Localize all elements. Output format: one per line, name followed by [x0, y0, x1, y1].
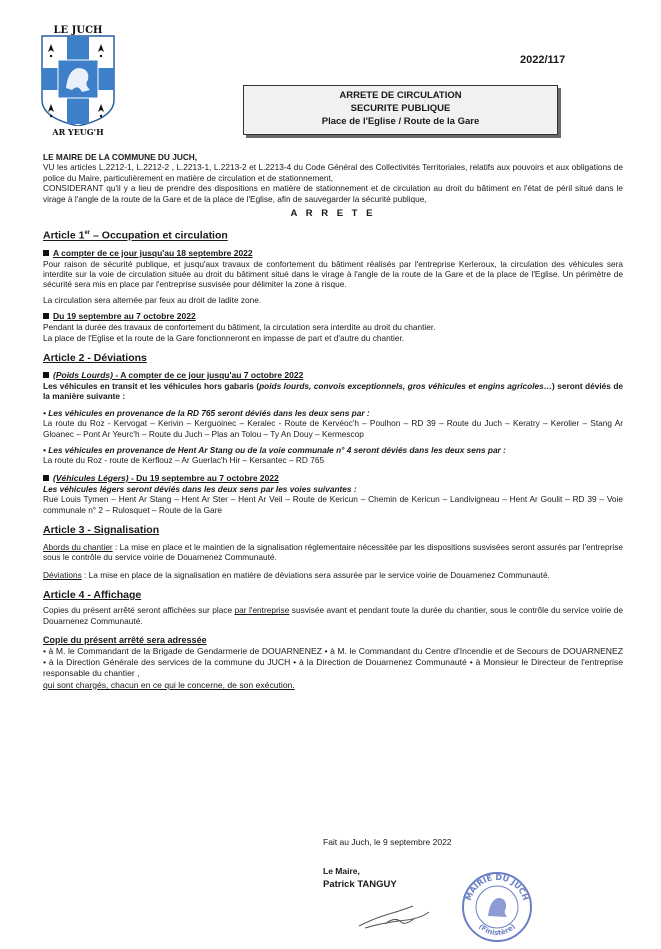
arrete-heading: A R R E T E: [290, 208, 376, 220]
deviation-3-title: Les véhicules légers seront déviés dans les deux sens par les voies suivantes :: [43, 483, 357, 494]
article-2-p1-italic: poids lourds, convois exceptionnels, gros véhicules et engins agricoles…: [259, 380, 553, 391]
deviation-1-route: La route du Roz - Kervogat – Kerivin – Kerguoinec – Keralec - Route de Kervéoc'h – Poulhon – RD 39 – Route du Juch – Keratry – Kerolier – Stang Ar Gloanec – Pont Ar Yeurc'h – Route du Juch – Plas an Tolou – Ty An Douy – Kermescop: [43, 418, 623, 439]
vehicules-legers-label: (Véhicules Légers): [53, 472, 129, 483]
article-1-subtitle-2: [43, 311, 623, 322]
article-1-paragraph-1: Pour raison de sécurité publique, et jusqu'aux travaux de confortement du bâtiment réalisés par l'entreprise Kerleroux, la circulation des véhicules sera interdite sur la voie de circulation située au droit du bâtiment situé dans le virage à l'angle de la route de la Gare et de la place de l'Eglise. Un périmètre de sécurité sera mis en place par l'entreprise susvisée pour délimiter la zone à risque.: [43, 258, 623, 290]
article-2-title: Article 2 - Déviations: [43, 351, 147, 364]
mairie-stamp-icon: [460, 870, 534, 949]
title-line-2: SECURITE PUBLIQUE: [350, 103, 451, 114]
maire-heading: LE MAIRE DE LA COMMUNE DU JUCH,: [43, 152, 198, 162]
copie-recipients: • à M. le Commandant de la Brigade de Gendarmerie de DOUARNENEZ • à M. le Commandant du Centre d'Incendie et de Secours de DOUARNENEZ • à la Direction Générale des services de la commune du JUCH • à la Direction de Douarnenez Communauté • à Monsieur le Directeur de l'entreprise responsable du chantier ,: [43, 646, 623, 679]
article-1-paragraph-4: La place de l'Eglise et la route de la Gare fonctionneront en impasse de part et d'autre du chantier.: [43, 332, 405, 343]
arrete-reference: 2022/117: [520, 54, 566, 66]
article-1-title: [43, 227, 623, 243]
article-2-paragraph-1: [43, 381, 623, 402]
handwritten-signature-icon: [355, 900, 435, 939]
bullet-square-icon: [43, 372, 49, 378]
article-4-p-a: Copies du présent arrêté seront affichées sur place: [43, 605, 235, 616]
article-1-subtitle-1: [43, 248, 623, 259]
bullet-square-icon: [43, 475, 49, 481]
abords-text: : La mise en place et le maintien de la signalisation réglementaire nécessitée par les dispositions susvisées seront assurés par l'entreprise sous le contrôle du service voirie de Douarnenez Communauté.: [43, 542, 623, 563]
signatory-role: Le Maire,: [323, 866, 360, 876]
abords-label: Abords du chantier: [43, 542, 113, 553]
vehicules-legers-period: - Du 19 septembre au 7 octobre 2022: [128, 472, 279, 483]
svg-text:MAIRIE DU JUCH: [464, 873, 530, 902]
article-4-paragraph: [43, 605, 623, 626]
article-2-p1-a: Les véhicules en transit et les véhicules hors gabaris (: [43, 380, 260, 391]
article-1-paragraph-2: La circulation sera alternée par feux au droit de ladite zone.: [43, 294, 262, 305]
deviation-3-route: Rue Louis Tymen – Hent Ar Stang – Hent Ar Ster – Hent Ar Veil – Route de Kericun – Chemin de Kericun – Landivigneau – Hent Ar Goulit – RD 39 – Voie communale n° 2 – Rulosquet – Route de la Gare: [43, 494, 623, 515]
svg-text:(Finistère): [477, 923, 517, 938]
poids-lourds-period: - A compter de ce jour jusqu'au 7 octobre 2022: [112, 369, 304, 380]
deviations-text: : La mise en place de la signalisation en matière de déviations sera assurée par le service voirie de Douarnenez Communauté.: [81, 569, 550, 580]
article-2-subtitle-1: [43, 370, 623, 381]
signatory-name: Patrick TANGUY: [323, 879, 397, 890]
logo-bottom-text: AR YEUG'H: [52, 127, 104, 137]
article-3-title: Article 3 - Signalisation: [43, 524, 160, 537]
title-box: [243, 85, 558, 135]
deviation-1-title: • Les véhicules en provenance de la RD 765 seront déviés dans les deux sens par :: [43, 407, 370, 418]
deviations-label: Déviations: [43, 569, 82, 580]
deviation-2-title: • Les véhicules en provenance de Hent Ar Stang ou de la voie communale n° 4 seront déviés dans les deux sens par :: [43, 445, 506, 455]
article-1-period-1: A compter de ce jour jusqu'au 18 septembre 2022: [53, 247, 253, 258]
commune-logo: [38, 22, 118, 138]
bullet-square-icon: [43, 313, 49, 319]
copie-title: Copie du présent arrêté sera adressée: [43, 635, 207, 646]
article-1-title-b: – Occupation et circulation: [90, 229, 228, 242]
deviation-2-route: La route du Roz - route de Kerflouz – Ar Guerlac'h Hir – Kersantec – RD 765: [43, 455, 325, 466]
stamp-top-text: MAIRIE DU JUCH: [463, 872, 531, 902]
vu-paragraph: VU les articles L.2212-1, L.2212-2 , L.2213-1, L.2213-2 et L.2213-4 du Code Général des Collectivités Territoriales, relatifs aux pouvoirs et aux obligations de police du Maire, particulièrement en matière de circulation et de stationnement,: [43, 162, 623, 183]
stamp-bottom-text: (Finistère): [477, 922, 517, 938]
article-4-title: Article 4 - Affichage: [43, 589, 142, 602]
article-1-title-a: Article 1: [43, 229, 85, 242]
logo-top-text: LE JUCH: [53, 25, 103, 36]
poids-lourds-label: (Poids Lourds): [53, 369, 113, 380]
place-date: Fait au Juch, le 9 septembre 2022: [323, 837, 452, 847]
title-line-3: Place de l'Eglise / Route de la Gare: [321, 116, 480, 127]
document-body: [43, 152, 623, 691]
article-1-period-2: Du 19 septembre au 7 octobre 2022: [53, 311, 196, 322]
considerant-paragraph: CONSIDERANT qu'il y a lieu de prendre des dispositions en matière de stationnement et de circulation au droit du bâtiment en l'état de péril situé dans le virage à l'angle de la route de la Gare et de la place de l'Eglise, afin de sauvegarder la sécurité publique,: [43, 183, 623, 204]
article-2-subtitle-2: [43, 473, 623, 484]
copie-closing: qui sont chargés, chacun en ce qui le concerne, de son exécution.: [43, 679, 295, 690]
article-4-p-underlined: par l'entreprise: [234, 605, 290, 616]
bullet-square-icon: [43, 250, 49, 256]
article-1-title-sup: er: [84, 230, 91, 237]
article-3-abords: [43, 542, 623, 563]
article-1-paragraph-3: Pendant la durée des travaux de confortement du bâtiment, la circulation sera interdite au droit du chantier.: [43, 322, 436, 333]
article-4-p-b: susvisée avant et pendant toute la durée du chantier, sous le contrôle du service voirie de Douarnenez Communauté.: [43, 605, 623, 626]
article-2-p1-b: ) seront déviés de la manière suivante :: [43, 380, 623, 402]
article-3-deviations: [43, 570, 623, 580]
title-line-1: ARRETE DE CIRCULATION: [339, 90, 462, 101]
